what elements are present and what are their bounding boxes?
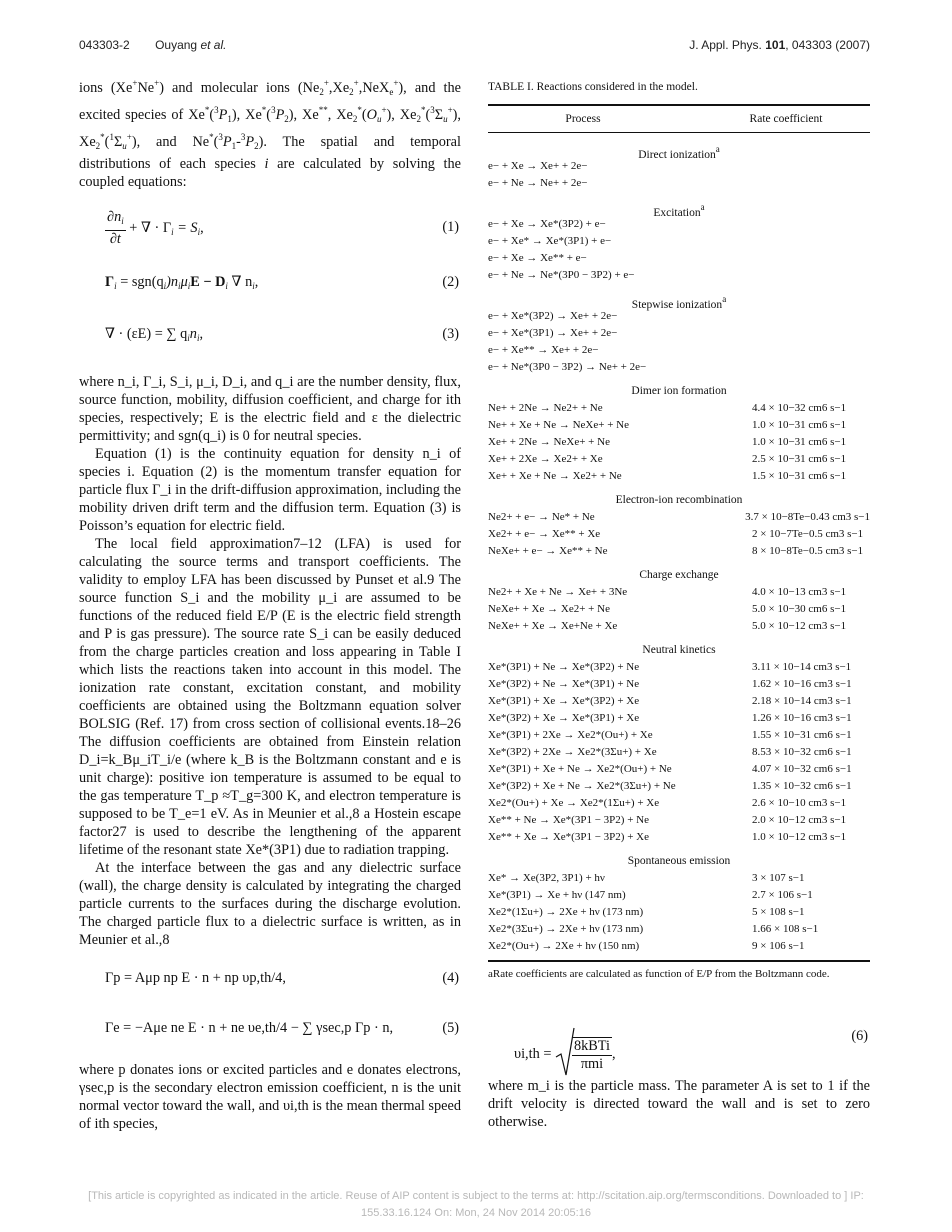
process-cell: Ne2+ + e− → Ne* + Ne <box>488 510 595 523</box>
section-title: Excitation$^a$ <box>653 202 705 219</box>
section-title: Electron-ion recombination <box>615 494 743 506</box>
equation-1: $\frac{\partial n_i}{\partial t}$ + ∇ · $\Gamma_i = S_i$, (1) <box>107 209 459 247</box>
process-cell: Xe*(3P2) + 2Xe → Xe2*(3Σu+) + Xe <box>488 745 657 758</box>
process-cell: Xe*(3P2) + Xe + Ne → Xe2*(3Σu+) + Ne <box>488 779 676 792</box>
rate-cell: 9 × 106 s−1 <box>752 939 805 952</box>
table-row <box>488 937 870 954</box>
right-column <box>488 74 870 1131</box>
section-title: Direct ionization$^a$ <box>638 144 720 161</box>
process-cell: Xe+ + Xe + Ne → Xe2+ + Ne <box>488 469 622 482</box>
rate-cell: 2.0 × 10−12 cm3 s−1 <box>752 813 847 826</box>
rate-cell: 3 × 107 s−1 <box>752 871 805 884</box>
journal-issue: , 043303 (2007) <box>785 38 870 52</box>
table-row <box>488 399 870 416</box>
paragraph-thermal-speed: where p donates ions or excited particles and e donates electrons, γsec,p is the secondary electron emission coefficient, n is the unit normal vector toward the wall, and υi,th is the mean thermal speed of ith species, <box>79 1062 461 1132</box>
rate-cell: 1.5 × 10−31 cm6 s−1 <box>752 469 847 482</box>
table-row <box>488 920 870 937</box>
running-header-left <box>79 38 226 52</box>
process-cell: e− + Xe*(3P1) → Xe+ + 2e− <box>488 326 618 339</box>
process-cell: Xe+ + 2Ne → NeXe+ + Ne <box>488 435 610 448</box>
table-row <box>488 324 870 341</box>
process-cell: e− + Xe → Xe*(3P2) + e− <box>488 217 606 230</box>
table-row <box>488 777 870 794</box>
process-cell: Xe*(3P2) + Ne → Xe*(3P1) + Ne <box>488 677 640 690</box>
process-cell: Xe** + Xe → Xe*(3P1 − 3P2) + Xe <box>488 830 649 843</box>
rate-cell: 4.07 × 10−32 cm6 s−1 <box>752 762 852 775</box>
table-row <box>488 760 870 777</box>
table-row <box>488 358 870 375</box>
rate-cell: 8.53 × 10−32 cm6 s−1 <box>752 745 852 758</box>
table-row <box>488 709 870 726</box>
table-row <box>488 232 870 249</box>
table-row <box>488 433 870 450</box>
process-cell: e− + Ne → Ne*(3P0 − 3P2) + e− <box>488 268 635 281</box>
process-cell: Xe** + Ne → Xe*(3P1 − 3P2) + Ne <box>488 813 649 826</box>
table-row <box>488 215 870 232</box>
paragraph-lfa: The local field approximation7–12 (LFA) is used for calculating the source terms and transport coefficients. The validity to employ LFA has been discussed by Punset et al.9 The source function S_i and the mobility μ_i are assumed to be functions of the reduced field E/P (E is the electric field strength and P is gas pressure). The source rate S_i can be easily deduced from the charge particles creation and loss appearing in Table I which lists the reactions taken into account in this model. The ionization rate constant, excitation constant, and mobility coefficients are obtained using the Boltzmann equation solver BOLSIG (Ref. 17) from cross section of collisional events.18–26 The diffusion coefficients are obtained from Einstein relation D_i=k_Bμ_iT_i/e (where k_B is the Boltzmann constant and e is unit charge): positive ion temperature is assumed to be equal to the gas temperature T_p ≈T_g=300 K, and electron temperature is supposed to be T_e=1 eV. As in Meunier et al.,8 a Hostein escape factor27 is used to describe the lengthening of the apparent lifetime of the resonant state Xe*(3P1) due to radiation trapping. <box>79 536 461 858</box>
table-row <box>488 726 870 743</box>
equation-5: Γe = −Aμe ne E · n + ne υe,th/4 − ∑ γsec,p Γp · n, (5) <box>105 1020 459 1036</box>
rate-cell: 2.7 × 106 s−1 <box>752 888 813 901</box>
table-header <box>488 106 870 133</box>
paragraph-species: ions (Xe+Ne+) and molecular ions $(Ne_2^+,Xe_2^+,NeX_e^+)$, and the excited species of $Xe^*(^3P_1)$, $Xe^*(^3P_2)$, Xe**, $Xe_2^*(O_u^+)$, $Xe_2^*(^3\Sigma_u^+)$, $Xe_2^*(^1\Sigma_u^+)$, and $Ne^*(^3P_1-^3P_2)$. The spatial and temporal distributions of each species i are calculated by solving the coupled equations: <box>79 78 462 190</box>
author-name: Ouyang <box>155 38 198 52</box>
process-cell: e− + Xe*(3P2) → Xe+ + 2e− <box>488 309 618 322</box>
table-caption: TABLE I. Reactions considered in the model. <box>488 81 698 93</box>
rate-cell: 1.66 × 108 s−1 <box>752 922 819 935</box>
paragraph-interface: At the interface between the gas and any dielectric surface (wall), the charge density is calculated by integrating the charged particle currents to the surfaces during the discharge evolution. The charged particle flux to a dielectric surface is written, as in Meunier et al.,8 <box>79 860 461 948</box>
process-cell: Ne+ + Xe + Ne → NeXe+ + Ne <box>488 418 629 431</box>
equation-4: Γp = Aμp np E · n + np υp,th/4, (4) <box>105 970 459 986</box>
equation-6: υi,th = $\frac{\text{8kBTi}}{\text{πmi}}$ , (6) <box>488 999 870 1075</box>
process-cell: e− + Xe → Xe** + e− <box>488 251 587 264</box>
process-cell: Ne2+ + Xe + Ne → Xe+ + 3Ne <box>488 585 628 598</box>
rate-cell: 1.55 × 10−31 cm6 s−1 <box>752 728 852 741</box>
paragraph-equations: Equation (1) is the continuity equation for density n_i of species i. Equation (2) is the momentum transfer equation for particle flux Γ_i in the drift-diffusion approximation, including the mobility driven drift term and the diffusion term. Equation (3) is Poisson’s equation for electric field. <box>79 446 461 534</box>
left-column <box>79 74 461 1133</box>
table-row <box>488 658 870 675</box>
table-row <box>488 249 870 266</box>
process-cell: Xe* → Xe(3P2, 3P1) + hν <box>488 871 605 884</box>
article-code: 043303-2 <box>79 38 130 52</box>
process-cell: e− + Ne → Ne+ + 2e− <box>488 176 588 189</box>
section-title: Spontaneous emission <box>627 855 731 867</box>
process-cell: Ne+ + 2Ne → Ne2+ + Ne <box>488 401 603 414</box>
column-header-rate: Rate coefficient <box>749 113 823 125</box>
equation-3: ∇ · (εE) = ∑ $q_in_i$, (3) <box>105 326 459 343</box>
table-row <box>488 341 870 358</box>
table-row <box>488 869 870 886</box>
rate-cell: 5 × 108 s−1 <box>752 905 805 918</box>
table-row <box>488 266 870 283</box>
section-title: Neutral kinetics <box>642 644 716 656</box>
process-cell: NeXe+ + Xe → Xe+Ne + Xe <box>488 619 618 632</box>
rate-cell: 1.26 × 10−16 cm3 s−1 <box>752 711 852 724</box>
process-cell: e− + Xe** → Xe+ + 2e− <box>488 343 599 356</box>
process-cell: Xe2*(Ou+) → 2Xe + hν (150 nm) <box>488 939 640 952</box>
rate-cell: 2.5 × 10−31 cm6 s−1 <box>752 452 847 465</box>
process-cell: Xe+ + 2Xe → Xe2+ + Xe <box>488 452 603 465</box>
column-header-process: Process <box>565 113 601 125</box>
process-cell: Xe*(3P1) + 2Xe → Xe2*(Ou+) + Xe <box>488 728 653 741</box>
table-row <box>488 886 870 903</box>
rate-cell: 2.6 × 10−10 cm3 s−1 <box>752 796 847 809</box>
process-cell: Xe2*(3Σu+) → 2Xe + hν (173 nm) <box>488 922 644 935</box>
table-body <box>488 140 870 954</box>
table-row <box>488 692 870 709</box>
rate-cell: 3.7 × 10−8Te−0.43 cm3 s−1 <box>745 510 870 523</box>
process-cell: Xe2*(Ou+) + Xe → Xe2*(1Σu+) + Xe <box>488 796 660 809</box>
reactions-table <box>488 104 870 962</box>
table-row <box>488 157 870 174</box>
process-cell: e− + Ne*(3P0 − 3P2) → Ne+ + 2e− <box>488 360 647 373</box>
rate-cell: 2.18 × 10−14 cm3 s−1 <box>752 694 852 707</box>
table-row <box>488 675 870 692</box>
rate-cell: 1.62 × 10−16 cm3 s−1 <box>752 677 852 690</box>
table-row <box>488 600 870 617</box>
rate-cell: 8 × 10−8Te−0.5 cm3 s−1 <box>752 544 864 557</box>
process-cell: Xe*(3P1) → Xe + hν (147 nm) <box>488 888 626 901</box>
process-cell: Xe*(3P1) + Xe + Ne → Xe2*(Ou+) + Ne <box>488 762 672 775</box>
section-title: Stepwise ionization$^a$ <box>631 294 727 311</box>
rate-cell: 1.0 × 10−12 cm3 s−1 <box>752 830 847 843</box>
rate-cell: 4.0 × 10−13 cm3 s−1 <box>752 585 847 598</box>
process-cell: Xe2+ + e− → Xe** + Xe <box>488 527 601 540</box>
process-cell: NeXe+ + e− → Xe** + Ne <box>488 544 608 557</box>
table-row <box>488 174 870 191</box>
rate-cell: 1.0 × 10−31 cm6 s−1 <box>752 435 847 448</box>
rate-cell: 4.4 × 10−32 cm6 s−1 <box>752 401 847 414</box>
process-cell: Xe*(3P1) + Xe → Xe*(3P2) + Xe <box>488 694 640 707</box>
table-row <box>488 525 870 542</box>
rate-cell: 5.0 × 10−30 cm6 s−1 <box>752 602 847 615</box>
paragraph-definitions: where n_i, Γ_i, S_i, μ_i, D_i, and q_i are the number density, flux, source function, mobility, diffusion coefficient, and charge for ith species, respectively; E is the electric field and ε the dielectric permittivity; and sgn(q_i) is 0 for neutral species. <box>79 374 461 444</box>
rate-cell: 2 × 10−7Te−0.5 cm3 s−1 <box>752 527 864 540</box>
process-cell: e− + Xe* → Xe*(3P1) + e− <box>488 234 612 247</box>
table-row <box>488 450 870 467</box>
et-al: et al. <box>200 38 227 52</box>
running-header-right <box>689 38 870 52</box>
table-row <box>488 416 870 433</box>
process-cell: e− + Xe → Xe+ + 2e− <box>488 159 588 172</box>
table-row <box>488 467 870 484</box>
table-row <box>488 903 870 920</box>
equation-2: $\Gamma_i = sgn(q_i)n_i\mu_iE - D_i$ ∇ $n_i$, (2) <box>105 274 459 291</box>
rate-cell: 3.11 × 10−14 cm3 s−1 <box>752 660 852 673</box>
copyright-notice: [This article is copyrighted as indicated in the article. Reuse of AIP content is subject to the terms at: http://scitation.aip.org/termsconditions. Downloaded to ] IP: 155.33.16.124 On: Mon, 24 Nov 2014 20:05:16 <box>88 1190 864 1219</box>
rate-cell: 1.35 × 10−32 cm6 s−1 <box>752 779 852 792</box>
paragraph-particle-mass: where m_i is the particle mass. The parameter A is set to 1 if the drift velocity is directed toward the wall and is set to zero otherwise. <box>488 1078 870 1130</box>
table-footnote: aRate coefficients are calculated as function of E/P from the Boltzmann code. <box>488 968 830 980</box>
process-cell: Xe*(3P1) + Ne → Xe*(3P2) + Ne <box>488 660 640 673</box>
table-row <box>488 743 870 760</box>
rate-cell: 5.0 × 10−12 cm3 s−1 <box>752 619 847 632</box>
table-row <box>488 617 870 634</box>
table-row <box>488 583 870 600</box>
rate-cell: 1.0 × 10−31 cm6 s−1 <box>752 418 847 431</box>
table-row <box>488 794 870 811</box>
table-row <box>488 828 870 845</box>
journal-name: J. Appl. Phys. <box>689 38 762 52</box>
table-row <box>488 811 870 828</box>
table-row <box>488 508 870 525</box>
process-cell: NeXe+ + Xe → Xe2+ + Ne <box>488 602 610 615</box>
table-row <box>488 307 870 324</box>
journal-volume: 101 <box>765 38 786 52</box>
process-cell: Xe*(3P2) + Xe → Xe*(3P1) + Xe <box>488 711 640 724</box>
table-row <box>488 542 870 559</box>
process-cell: Xe2*(1Σu+) → 2Xe + hν (173 nm) <box>488 905 644 918</box>
section-title: Charge exchange <box>639 569 719 581</box>
section-title: Dimer ion formation <box>631 385 727 397</box>
